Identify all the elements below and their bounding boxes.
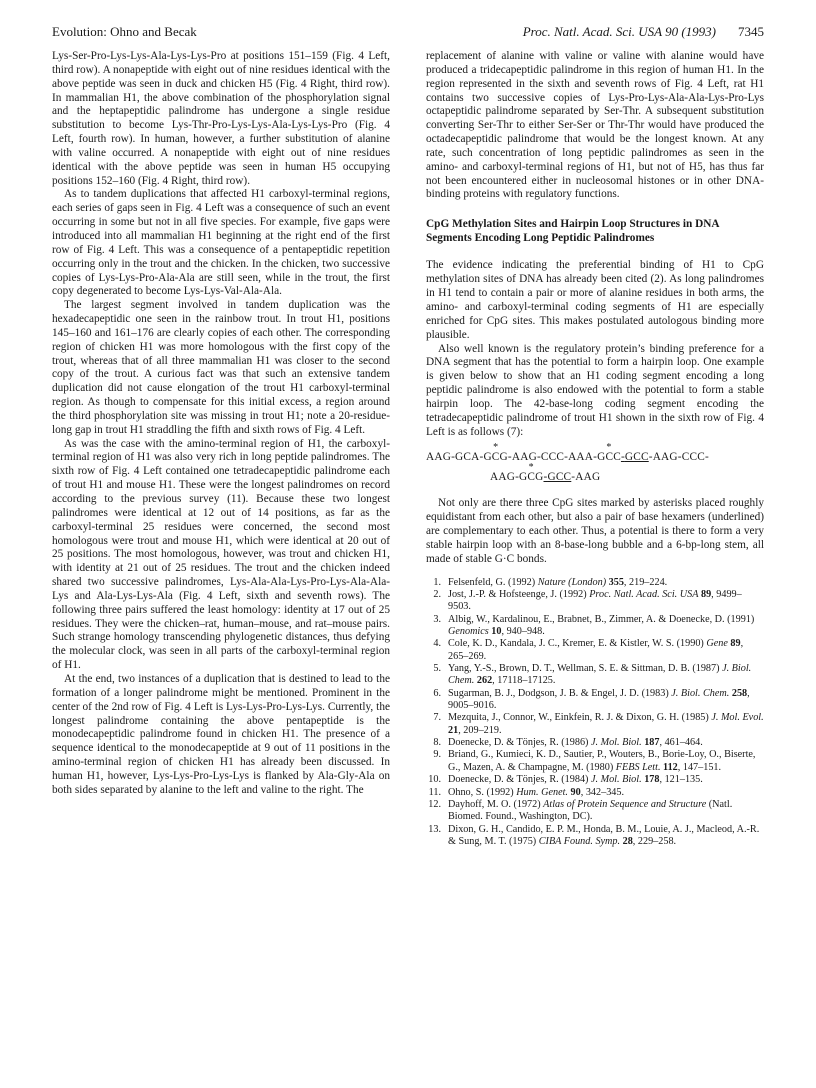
reference-journal: Atlas of Protein Sequence and Structure xyxy=(543,798,707,810)
reference-text xyxy=(448,749,764,774)
reference-item xyxy=(426,663,764,688)
reference-item xyxy=(426,614,764,639)
reference-journal: Hum. Genet. xyxy=(516,786,568,798)
reference-text xyxy=(448,688,764,713)
right-column xyxy=(426,50,764,848)
reference-journal: FEBS Lett. xyxy=(615,761,661,773)
reference-authors: Yang, Y.-S., Brown, D. T., Wellman, S. E. & Sittman, D. B. (1987) xyxy=(448,663,723,675)
cpg-site: * GCG xyxy=(483,447,507,467)
reference-number: 11. xyxy=(428,786,441,798)
reference-number: 8. xyxy=(433,737,441,749)
reference-authors: Jost, J.-P. & Hofsteenge, J. (1992) xyxy=(448,589,590,600)
seq-segment: -AAG-CCC- xyxy=(648,451,709,464)
reference-volume: 112 xyxy=(663,761,678,773)
seq-segment: -AAG-CCC-AAA- xyxy=(507,451,598,464)
paragraph: As was the case with the amino-terminal region of H1, the carboxyl-terminal region of H1 was also very rich in long peptide palindromes. The sixth row of Fig. 4 Left contained one tetradecapeptidic palindrome each of trout H1 and mouse H1. These were the longest palindromes on record according to the previous survey (11). Because these two longest palindromes were identical at 12 out of 14 positions, as far as the carboxyl-terminal 25 residues were concerned, the second most homologous were trout and mouse H1, which were identical at 20 out of 25 positions. The most homologous, however, was trout and chicken H1, with identity at 21 out of 25 residues. The trout and the chicken indeed shared two successive palindromes, Lys-Ala-Ala-Lys-Pro-Lys-Ala-Ala-Lys and Ala-Lys-Lys-Ala (Fig. 4 Left, sixth and seventh rows). The following three pairs suffered the least homology: identity at 17 out of 25 residues. They were the chicken–rat, human–mouse, and rat–mouse pairs. Such strange homology transcending phylogenetic distances, thus defying the molecular clock, was seen in all parts of the carboxyl-terminal region of H1. xyxy=(52,437,390,672)
reference-pages: , 9005–9016. xyxy=(448,687,750,712)
reference-number: 5. xyxy=(433,663,441,675)
paragraph: Also well known is the regulatory protein’s binding preference for a DNA segment that has the potential to form a hairpin loop. One example is given below to show that an H1 coding segment encoding a long peptidic palindrome is also endowed with the potential to form a stable hairpin loop. The 42-base-long coding segment encoding the tetradecapeptidic palindrome of trout H1 shown in the sixth row of Fig. 4 Left is as follows (7): xyxy=(426,342,764,438)
reference-journal: CIBA Found. Symp. xyxy=(538,835,621,847)
reference-list xyxy=(426,577,764,849)
reference-volume: 90 xyxy=(570,786,581,798)
reference-text xyxy=(448,638,764,663)
reference-volume: 178 xyxy=(644,774,660,786)
seq-segment: GCC xyxy=(547,471,572,484)
reference-journal: J. Mol. Biol. xyxy=(590,737,642,749)
reference-authors: Doenecke, D. & Tönjes, R. (1984) xyxy=(448,774,591,786)
reference-item xyxy=(426,737,764,749)
seq-segment: -AAG xyxy=(571,471,601,484)
reference-journal: Nature (London) xyxy=(537,576,607,588)
paragraph: replacement of alanine with valine or valine with alanine would have produced a tridecapeptidic palindrome in this region of human H1. In the region represented in the sixth and seventh rows of Fig. 4 Left, rat H1 contains two successive copies of Lys-Pro-Lys-Ala-Ala-Lys-Pro-Lys octapeptidic palindrome separated by Ser-Thr. A subsequent substitution converting Ser-Thr to either Ser-Ser or Thr-Thr would have produced the octadecapeptidic palindrome that would be the longest known. At any rate, such concentration of long peptidic palindromes as seen in the amino- and carboxyl-terminal regions of H1, but not of H5, has thus far not been encountered either in nucleosomal histones or in other DNA-binding proteins with regulatory functions. xyxy=(426,50,764,201)
reference-journal: J. Mol. Biol. xyxy=(590,774,642,786)
reference-item xyxy=(426,638,764,663)
reference-authors: Doenecke, D. & Tönjes, R. (1986) xyxy=(448,737,591,749)
seq-segment: AAG-GCA- xyxy=(426,451,484,464)
reference-journal: Gene xyxy=(706,638,728,650)
reference-authors: Sugarman, B. J., Dodgson, J. B. & Engel, J. D. (1983) xyxy=(448,687,672,699)
reference-item xyxy=(426,589,764,614)
reference-pages: , 17118–17125. xyxy=(492,675,556,687)
reference-text xyxy=(448,614,764,639)
reference-number: 3. xyxy=(433,613,441,625)
reference-item xyxy=(426,712,764,737)
reference-text xyxy=(448,824,764,849)
running-header xyxy=(52,24,764,42)
reference-journal: J. Mol. Evol. xyxy=(711,712,764,724)
seq-segment: - xyxy=(543,471,548,484)
reference-authors: Dixon, G. H., Candido, E. P. M., Honda, B. M., Louie, A. J., Macleod, A.-R. & Sung, M. T. (1975) xyxy=(448,823,760,847)
journal-citation: Proc. Natl. Acad. Sci. USA 90 (1993) xyxy=(522,24,716,39)
reference-authors: Dayhoff, M. O. (1972) xyxy=(448,798,544,810)
reference-number: 10. xyxy=(428,774,441,786)
dna-sequence xyxy=(426,447,764,487)
paragraph: Not only are there three CpG sites marked by asterisks placed roughly equidistant from each other, but also a pair of base hexamers (underlined) are complementary to each other. Thus, a potential is there to form a very stable hairpin loop with an 8-base-long bubble and a 6-bp-long stem, all made of stable G·C bonds. xyxy=(426,497,764,565)
reference-pages: , 209–219. xyxy=(458,724,502,736)
reference-pages: , 342–345. xyxy=(580,786,625,798)
reference-number: 1. xyxy=(433,576,441,588)
reference-pages: , 147–151. xyxy=(677,761,722,773)
reference-volume: 21 xyxy=(448,724,459,736)
reference-pages: (Natl. Biomed. Found., Washington, DC). xyxy=(448,798,733,823)
reference-item xyxy=(426,749,764,774)
reference-volume: 355 xyxy=(608,576,624,588)
reference-authors: Felsenfeld, G. (1992) xyxy=(448,576,538,588)
paragraph: As to tandem duplications that affected H1 carboxyl-terminal regions, each series of gaps seen in Fig. 4 Left was a consequence of such an event occurring in some but not in all five species. For example, five gaps were introduced into all mammalian H1 beginning at the right end of the first row of Fig. 4 Left. This was a consequence of a pentapeptidic repetition occurring only in the trout and the chicken. In the chicken, two successive copies of Lys-Lys-Pro-Ala-Ala are still seen, while in the trout, the first copy degenerated to become Lys-Lys-Val-Ala-Ala. xyxy=(52,188,390,298)
reference-number: 9. xyxy=(433,749,441,761)
reference-journal: J. Biol. Chem. xyxy=(448,663,752,687)
reference-volume: 89 xyxy=(730,638,741,650)
reference-number: 2. xyxy=(433,589,441,600)
reference-number: 12. xyxy=(428,798,441,810)
seq-segment: GCC xyxy=(624,451,649,464)
reference-text xyxy=(448,663,764,688)
reference-journal: J. Biol. Chem. xyxy=(671,687,730,699)
cpg-site: * GCG xyxy=(519,467,543,487)
running-head-authors: Evolution: Ohno and Becak xyxy=(52,24,197,39)
page-number: 7345 xyxy=(738,24,764,39)
seq-segment: - xyxy=(620,451,625,464)
section-heading: CpG Methylation Sites and Hairpin Loop Structures in DNA Segments Encoding Long Peptidic Palindromes xyxy=(426,218,719,244)
reference-pages: , 219–224. xyxy=(623,576,668,588)
reference-number: 4. xyxy=(433,638,441,650)
reference-text xyxy=(448,799,764,824)
reference-authors: Briand, G., Kumieci, K. D., Sautier, P., Wouters, B., Borie-Loy, O., Biserte, G., Mazen, A. & Champagne, M. (1980) xyxy=(448,749,756,773)
left-column xyxy=(52,50,390,798)
reference-volume: 89 xyxy=(700,589,712,600)
reference-journal: Proc. Natl. Acad. Sci. USA xyxy=(589,589,699,600)
reference-authors: Cole, K. D., Kandala, J. C., Kremer, E. & Kistler, W. S. (1990) xyxy=(448,638,707,650)
reference-text xyxy=(448,577,764,589)
paragraph: The evidence indicating the preferential binding of H1 to CpG methylation sites of DNA has already been cited (2). As long palindromes in H1 tend to contain a pair or more of alanine residues in both arms, the amino- and carboxyl-terminal coding segments of H1 are especially enriched for CpG sites. This makes postulated autologous binding more plausible. xyxy=(426,259,764,341)
reference-pages: , 940–948. xyxy=(501,626,545,638)
reference-volume: 28 xyxy=(622,835,633,847)
dna-sequence-line-2 xyxy=(426,467,764,487)
reference-journal: Genomics xyxy=(448,626,489,638)
paragraph: Lys-Ser-Pro-Lys-Lys-Ala-Lys-Lys-Pro at positions 151–159 (Fig. 4 Left, third row). A nonapeptide with eight out of nine residues identical with the above peptide was seen in duck and chicken H5 (Fig. 4 Right, third row). In mammalian H1, the above combination of the phosphorylation signal and the heptapeptidic palindrome has undergone a single residue substitution to become Lys-Thr-Pro-Lys-Lys-Ala-Lys-Lys-Pro (Fig. 4 Left, fourth row). In human, however, a further substitution of alanine with valine occurred. A nonapeptide with eight out of nine residues identical with the above peptide was seen in human H5 occupying positions 152–160 (Fig. 4 Right, third row). xyxy=(52,50,390,187)
dna-sequence-line-1 xyxy=(426,447,764,467)
reference-text xyxy=(448,589,764,614)
reference-authors: Ohno, S. (1992) xyxy=(448,786,517,798)
running-head-journal-block xyxy=(523,24,764,40)
reference-authors: Albig, W., Kardalinou, E., Brabnet, B., Zimmer, A. & Doenecke, D. (1991) xyxy=(448,613,755,625)
paragraph: The largest segment involved in tandem duplication was the hexadecapeptidic one seen in the rainbow trout. In trout H1, positions 145–160 and 161–176 are clearly copies of each other. The corresponding region of chicken H1 was more homologous with the first copy of the trout, whereas that of all three mammalian H1 was closer to the second copy of the trout. A curious fact was that such an extensive tandem duplication did not cause elongation of the trout H1 carboxyl-terminal region. As though to compensate for this initial excess, a region around the third phosphorylation site was missing in trout H1; note a 20-residue-long gap in trout H1 straddling the fifth and sixth rows of Fig. 4 Left. xyxy=(52,299,390,436)
reference-item xyxy=(426,787,764,799)
seq-segment: AAG- xyxy=(490,471,520,484)
reference-authors: Mezquita, J., Connor, W., Einkfein, R. J. & Dixon, G. H. (1985) xyxy=(448,712,712,724)
reference-item xyxy=(426,577,764,589)
reference-number: 13. xyxy=(428,823,441,835)
reference-number: 7. xyxy=(433,712,441,724)
reference-volume: 10 xyxy=(491,626,502,638)
reference-text xyxy=(448,787,764,799)
reference-item xyxy=(426,799,764,824)
reference-volume: 258 xyxy=(731,687,748,699)
paragraph: At the end, two instances of a duplication that is destined to lead to the formation of a longer palindrome might be mentioned. Prominent in the center of the 2nd row of Fig. 4 Left is Lys-Lys-Pro-Lys-Lys. Currently, the longest palindrome containing the above pentapeptide is the monodecapeptidic palindrome found in chicken H1. The presence of a sequence identical to the monodecapeptide at 9 out of 11 positions in the amino-terminal region of chicken H1 has already been discussed. In human H1, however, Lys-Lys-Pro-Lys-Lys is flanked by Ala-Gly-Ala on both sides separated by alanine to the left and valine to the right. The xyxy=(52,672,390,796)
reference-pages: , 265–269. xyxy=(448,638,744,662)
reference-text xyxy=(448,737,764,749)
reference-pages: , 9499–9503. xyxy=(448,589,742,613)
cpg-site: * GCC xyxy=(597,447,621,467)
reference-number: 6. xyxy=(433,687,441,699)
reference-item xyxy=(426,824,764,849)
reference-pages: , 229–258. xyxy=(632,835,677,847)
reference-volume: 262 xyxy=(476,675,493,687)
reference-pages: , 121–135. xyxy=(659,774,703,786)
reference-text xyxy=(448,774,764,786)
reference-item xyxy=(426,688,764,713)
reference-volume: 187 xyxy=(644,737,660,749)
reference-pages: , 461–464. xyxy=(659,737,703,749)
reference-text xyxy=(448,712,764,737)
reference-item xyxy=(426,774,764,786)
